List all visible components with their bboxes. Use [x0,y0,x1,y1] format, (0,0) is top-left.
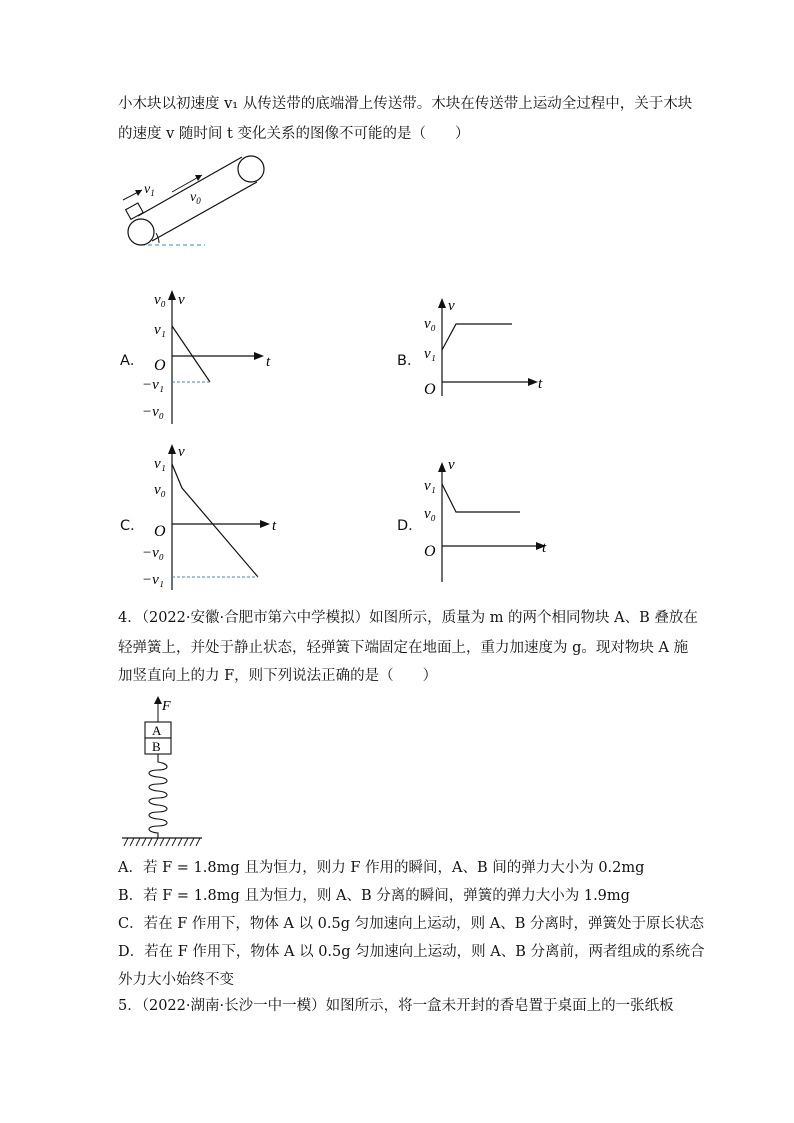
q3-stem-line1: 小木块以初速度 v₁ 从传送带的底端滑上传送带。木块在传送带上运动全过程中，关于木块 [118,96,693,112]
c-origin: O [154,523,166,540]
q5-stem-line1: 5．（2022·湖南·长沙一中一模）如图所示，将一盒未开封的香皂置于桌面上的一张纸板 [118,998,674,1014]
block-a-label: A [152,723,162,738]
c-axis-t: t [272,518,277,534]
a-axis-v: v [178,292,185,308]
block-b-label: B [152,739,161,754]
option-c-letter: C． [120,518,145,534]
b-origin: O [424,381,436,398]
b-axis-t: t [538,376,543,392]
option-b-letter: B． [397,353,422,369]
q4-choice-d-cont: 外力大小始终不变 [118,972,234,988]
c-axis-v: v [178,444,185,460]
option-d-graph [418,454,558,586]
d-label-v0: v₀ [424,506,436,522]
force-label: F [162,699,171,714]
q4-stem-line3: 加竖直向上的力 F，则下列说法正确的是（ ） [118,668,438,684]
d-axis-v: v [448,457,455,473]
option-a-letter: A． [120,353,145,369]
c-label-v1: v₁ [154,456,166,472]
option-d-letter: D． [397,518,423,534]
a-label-neg-v0: −v₀ [142,404,164,420]
option-b-graph [418,290,558,400]
q3-stem-line2: 的速度 v 随时间 t 变化关系的图像不可能的是（ ） [118,126,470,142]
a-origin: O [154,357,166,374]
belt-v0-label: $v_0$ [190,190,201,206]
spring-blocks-figure [118,694,208,850]
q4-stem-line1: 4．（2022·安徽·合肥市第六中学模拟）如图所示，质量为 m 的两个相同物块 A、B 叠放在 [118,610,698,626]
c-label-v0: v₀ [154,482,166,498]
d-label-v1: v₁ [424,478,436,494]
q4-choice-a: A．若 F = 1.8mg 且为恒力，则力 F 作用的瞬间，A、B 间的弹力大小为 0.2mg [118,860,645,876]
a-axis-t: t [266,354,271,370]
q4-choice-b: B．若 F = 1.8mg 且为恒力，则 A、B 分离的瞬间，弹簧的弹力大小为 1.9mg [118,888,630,904]
belt-v1-label: $v_1$ [144,182,155,198]
c-label-neg-v1: −v₁ [142,572,164,588]
a-label-v1: v₁ [154,322,166,338]
conveyor-belt-figure [110,145,290,255]
q4-stem-line2: 轻弹簧上，并处于静止状态，轻弹簧下端固定在地面上，重力加速度为 g。现对物块 A 施 [118,640,689,656]
b-label-v1: v₁ [424,346,436,362]
a-label-v0: v₀ [154,292,166,308]
option-c-graph [140,442,290,592]
b-label-v0: v₀ [424,316,436,332]
d-origin: O [424,543,436,560]
b-axis-v: v [448,298,455,314]
d-axis-t: t [542,540,547,556]
c-label-neg-v0: −v₀ [142,545,164,561]
a-label-neg-v1: −v₁ [142,377,164,393]
option-a-graph [140,288,290,428]
q4-choice-c: C．若在 F 作用下，物体 A 以 0.5g 匀加速向上运动，则 A、B 分离时，弹簧处于原长状态 [118,916,704,932]
q4-choice-d: D．若在 F 作用下，物体 A 以 0.5g 匀加速向上运动，则 A、B 分离前，两者组成的系统合 [118,944,705,960]
